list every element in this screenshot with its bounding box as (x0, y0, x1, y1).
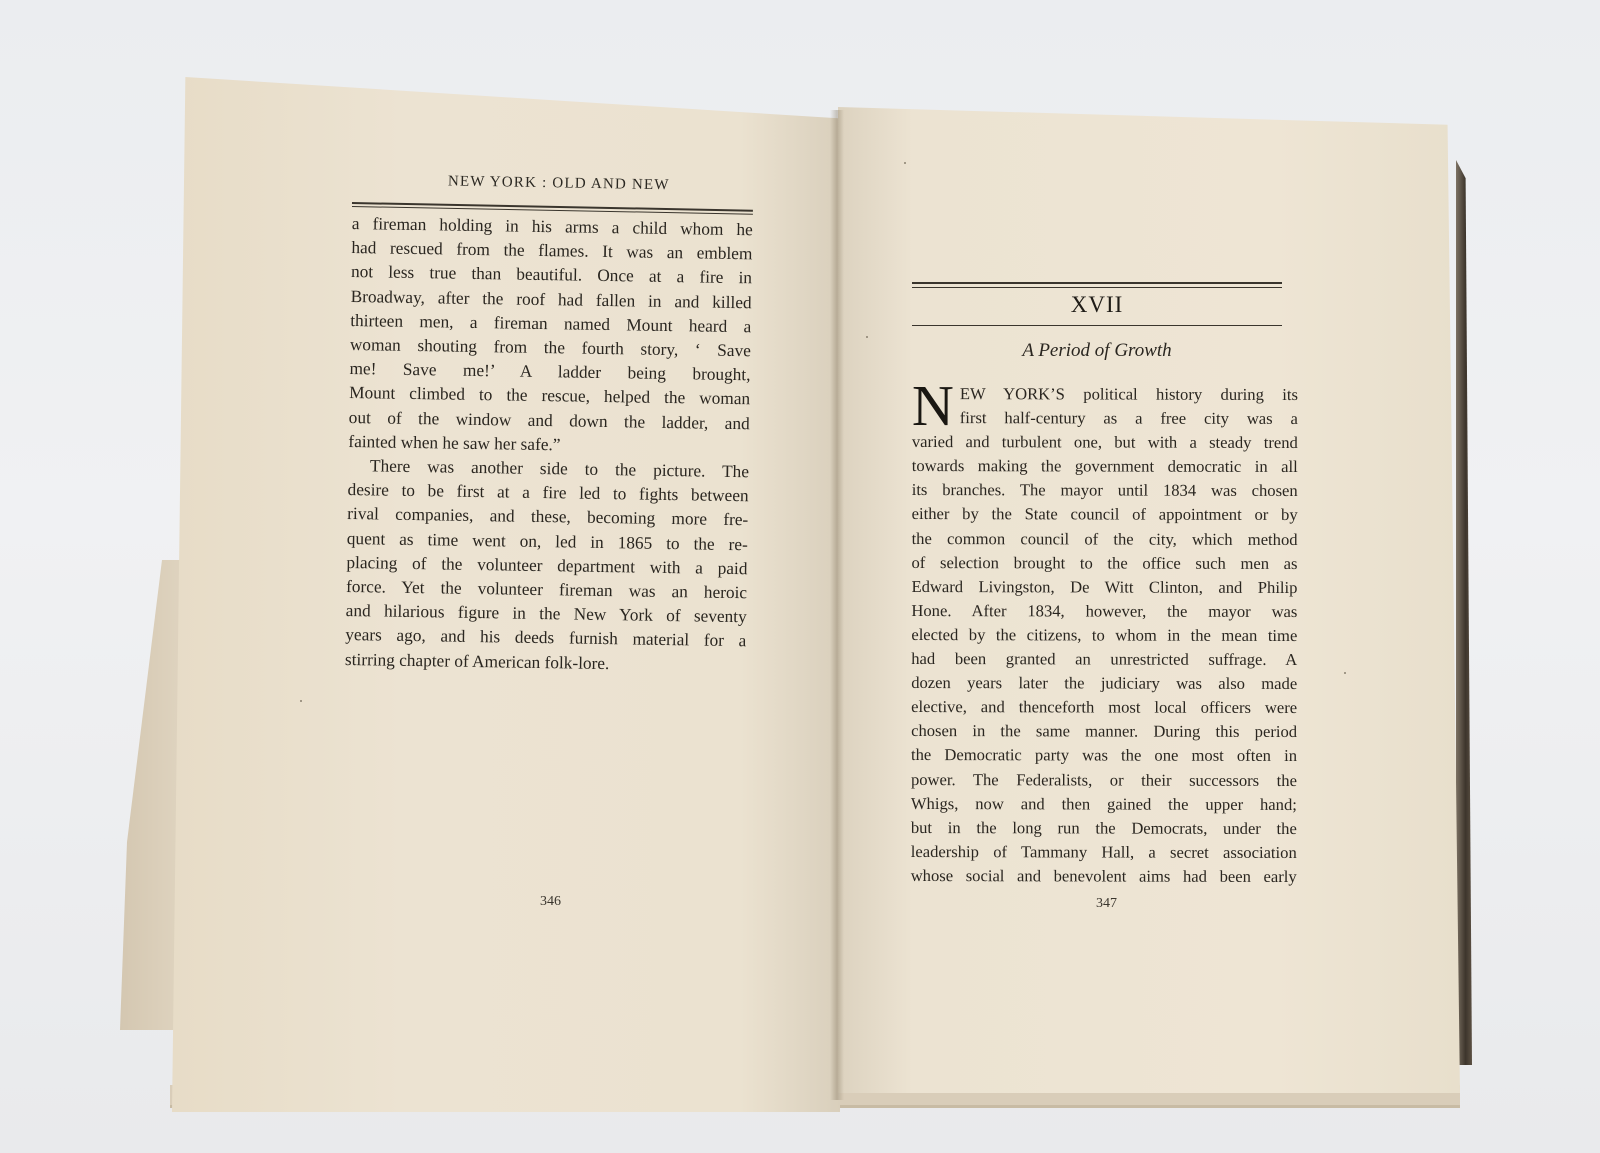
text-line: its branches. The mayor until 1834 was chosen (911, 480, 1298, 501)
text-line: the Democratic party was the one most often in (910, 745, 1298, 766)
page-number-left: 346 (540, 894, 561, 909)
paper-speck (904, 162, 906, 164)
text-line: Edward Livingston, De Witt Clinton, and Philip (911, 576, 1298, 597)
text-line: the common council of the city, which method (911, 528, 1298, 549)
chapter-title: A Period of Growth (1022, 340, 1172, 361)
text-line: had rescued from the flames. It was an emblem (351, 238, 753, 264)
chapter-rule-top (912, 282, 1282, 284)
text-line: varied and turbulent one, but with a steady trend (911, 432, 1298, 453)
text-line: towards making the government democratic in all (911, 456, 1298, 477)
text-line: desire to be first at a fire led to fights between (347, 480, 749, 506)
text-line: Whigs, now and then gained the upper hand; (910, 793, 1297, 814)
text-line: first half-century as a free city was a (959, 408, 1298, 429)
text-line: a fireman holding in his arms a child whom he (351, 213, 753, 240)
text-line: quent as time went on, led in 1865 to the re- (346, 528, 748, 554)
chapter-rule-bottom (912, 325, 1282, 326)
right-page-body (910, 373, 1298, 889)
text-line: not less true than beautiful. Once at a fire in (350, 262, 753, 288)
text-line: rival companies, and these, becoming more fre- (347, 504, 749, 530)
text-line: but in the long run the Democrats, under the (910, 817, 1297, 838)
paper-speck (300, 700, 302, 702)
text-line: stirring chapter of American folk-lore. (344, 649, 610, 673)
running-head: NEW YORK : OLD AND NEW (447, 173, 670, 194)
text-line: power. The Federalists, or their successors the (910, 769, 1297, 790)
text-line: woman shouting from the fourth story, ‘ Save (349, 335, 752, 361)
text-line: thirteen men, a fireman named Mount heard a (350, 310, 752, 337)
paper-speck (866, 336, 868, 338)
book-gutter (830, 110, 844, 1100)
page-number-right: 347 (1096, 896, 1117, 911)
chapter-rule-top-thin (912, 287, 1282, 288)
text-line: fainted when he saw her safe.” (348, 431, 561, 455)
text-line: There was another side to the picture. The (369, 456, 750, 482)
text-line: either by the State council of appointment or by (911, 504, 1298, 525)
text-line: had been granted an unrestricted suffrage. A (911, 649, 1298, 670)
drop-cap: N (911, 373, 954, 439)
chapter-number: XVII (1070, 292, 1124, 317)
text-line: placing of the volunteer department with a paid (346, 552, 748, 579)
left-page-body (345, 212, 753, 678)
paper-speck (1344, 672, 1346, 674)
text-line: and hilarious figure in the New York of seventy (345, 601, 747, 627)
text-line: EW YORK’S political history during its (959, 384, 1298, 405)
book-cover-edge (1456, 160, 1472, 1065)
text-line: dozen years later the judiciary was also made (911, 673, 1298, 694)
text-line: chosen in the same manner. During this period (911, 721, 1298, 742)
text-line: years ago, and his deeds furnish material for a (345, 625, 747, 651)
text-line: me! Save me!’ A ladder being brought, (349, 359, 751, 385)
text-line: elected by the citizens, to whom in the mean time (911, 624, 1298, 645)
text-line: force. Yet the volunteer fireman was an heroic (345, 577, 748, 603)
text-line: Broadway, after the roof had fallen in and killed (350, 286, 752, 312)
text-line: Mount climbed to the rescue, helped the woman (349, 383, 751, 409)
text-line: whose social and benevolent aims had been early (910, 865, 1297, 886)
text-line: out of the window and down the ladder, and (348, 407, 750, 433)
text-line: elective, and thenceforth most local officers were (911, 697, 1298, 718)
text-line: of selection brought to the office such men as (911, 552, 1298, 573)
text-line: leadership of Tammany Hall, a secret association (910, 841, 1297, 862)
text-line: Hone. After 1834, however, the mayor was (911, 600, 1298, 621)
